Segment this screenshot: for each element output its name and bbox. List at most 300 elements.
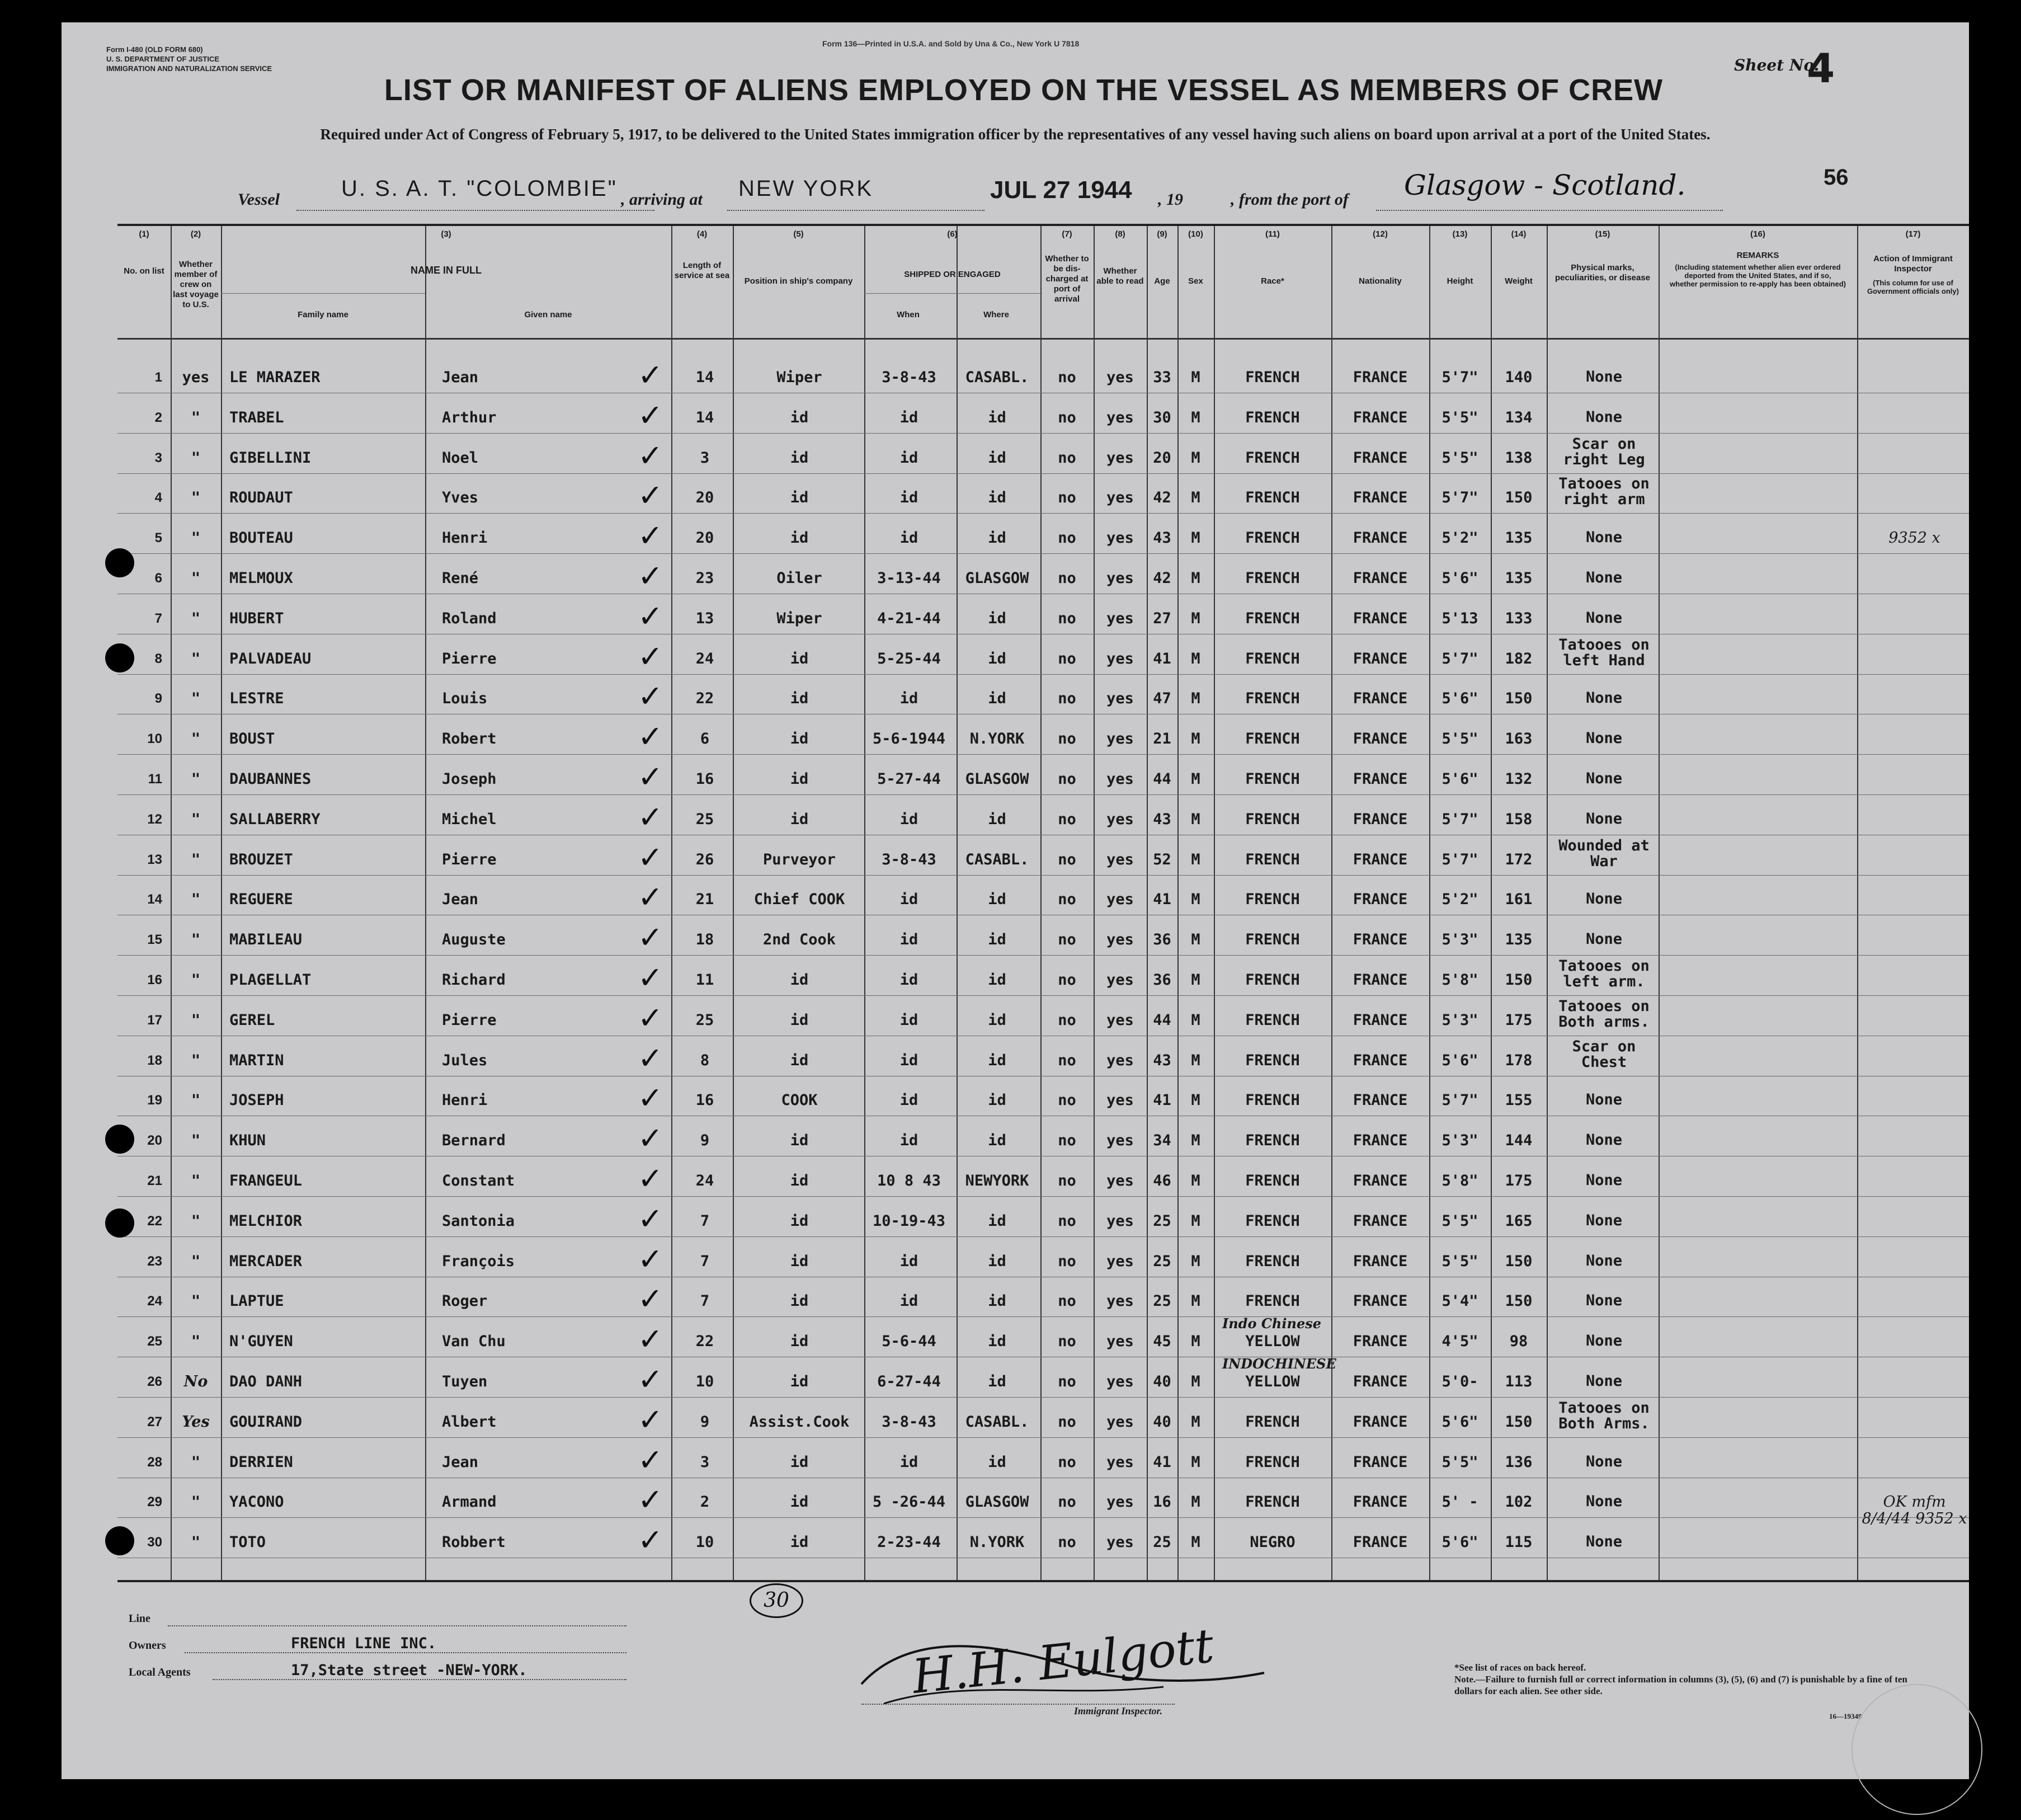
crew-race: FRENCH [1245, 369, 1300, 386]
crew-discharge: no [1058, 489, 1076, 507]
crew-height: 5'7" [1441, 489, 1478, 507]
crew-shipped-where: id [988, 609, 1006, 627]
table-row [117, 957, 1969, 1003]
crew-position: id [790, 1534, 809, 1551]
vessel-name: U. S. A. T. "COLOMBIE" [341, 176, 618, 201]
form-id [106, 45, 272, 73]
crew-given-name: Louis [442, 690, 488, 708]
crew-height: 5'5" [1441, 449, 1478, 467]
crew-no: 7 [154, 610, 162, 626]
crew-no: 11 [148, 772, 162, 787]
crew-given-name: Roger [442, 1292, 488, 1310]
crew-can-read: yes [1106, 690, 1134, 708]
crew-can-read: yes [1106, 730, 1134, 748]
crew-prev-voyage: " [191, 1252, 201, 1270]
crew-can-read: yes [1106, 369, 1134, 386]
crew-shipped-when: 5 -26-44 [872, 1493, 946, 1511]
crew-shipped-when: id [899, 449, 918, 467]
penalty-note: Note.—Failure to furnish full or correct information in columns (3), (5), (6) and (7) is punishable by a fine of ten dollars for each alien. See other side. [1454, 1674, 1907, 1696]
crew-family-name: TRABEL [229, 408, 284, 426]
crew-prev-voyage: " [191, 690, 201, 708]
crew-given-name: Jean [442, 1453, 479, 1471]
crew-weight: 182 [1505, 650, 1533, 667]
crew-can-read: yes [1106, 1413, 1134, 1431]
crew-prev-voyage: " [191, 770, 201, 788]
crew-height: 5'7" [1441, 810, 1478, 828]
printer-note: Form 136—Printed in U.S.A. and Sold by Una & Co., New York U 7818 [822, 39, 1080, 48]
crew-family-name: PLAGELLAT [229, 971, 312, 989]
table-row [117, 1522, 1969, 1565]
owners-label: Owners [129, 1639, 166, 1652]
inspector-signature: H.H. Eulgott [910, 1618, 1217, 1704]
crew-discharge: no [1058, 931, 1076, 949]
crew-position: Chief COOK [753, 891, 845, 909]
crew-shipped-where: id [988, 810, 1006, 828]
tally-check-icon: ✓ [638, 598, 663, 634]
crew-can-read: yes [1106, 971, 1134, 989]
crew-height: 5'6" [1441, 770, 1478, 788]
crew-age: 42 [1153, 570, 1171, 587]
row-rule [117, 513, 1969, 514]
crew-no: 23 [147, 1253, 162, 1269]
crew-prev-voyage: yes [182, 369, 210, 386]
tally-check-icon: ✓ [638, 920, 663, 956]
arrival-port: NEW YORK [738, 176, 874, 201]
crew-weight: 136 [1505, 1453, 1533, 1471]
crew-height: 5'5" [1441, 1453, 1478, 1471]
crew-prev-voyage: " [191, 609, 201, 627]
crew-service-length: 16 [695, 770, 714, 788]
crew-weight: 115 [1505, 1534, 1533, 1551]
crew-given-name: Jean [442, 369, 479, 386]
crew-nationality: FRANCE [1353, 730, 1408, 748]
tally-check-icon: ✓ [638, 759, 663, 794]
crew-shipped-when: id [899, 1132, 918, 1150]
tally-check-icon: ✓ [638, 1161, 663, 1196]
crew-shipped-where: id [988, 931, 1006, 949]
crew-given-name: Pierre [442, 1011, 497, 1029]
crew-family-name: GIBELLINI [229, 449, 312, 467]
crew-position: id [790, 529, 809, 547]
crew-age: 44 [1153, 1011, 1171, 1029]
table-row [117, 1161, 1969, 1203]
crew-no: 3 [154, 450, 162, 465]
crew-physical-marks: None [1585, 1332, 1623, 1350]
crew-no: 2 [154, 410, 162, 425]
crew-weight: 150 [1505, 971, 1533, 989]
crew-shipped-where: id [988, 1373, 1006, 1390]
crew-weight: 134 [1505, 408, 1533, 426]
col-head-discharge: Whether to be dis-charged at port of arrival [1045, 254, 1089, 304]
crew-family-name: PALVADEAU [229, 650, 312, 667]
crew-discharge: no [1058, 730, 1076, 748]
col-num: (5) [793, 229, 804, 239]
col-num: (11) [1265, 229, 1280, 239]
crew-service-length: 8 [700, 1051, 710, 1069]
crew-no: 27 [147, 1414, 162, 1429]
table-row [117, 1399, 1969, 1445]
crew-age: 44 [1153, 770, 1171, 788]
col-head-inspector-note: (This column for use of Government officials only) [1867, 279, 1959, 295]
crew-position: 2nd Cook [762, 931, 836, 949]
crew-can-read: yes [1106, 1051, 1134, 1069]
crew-weight: 158 [1505, 810, 1533, 828]
table-row [117, 397, 1969, 440]
crew-shipped-where: id [988, 891, 1006, 909]
crew-race: FRENCH [1245, 931, 1300, 949]
punch-hole [105, 548, 134, 577]
crew-nationality: FRANCE [1353, 449, 1408, 467]
crew-race: FRENCH [1245, 609, 1300, 627]
crew-discharge: no [1058, 850, 1076, 868]
crew-prev-voyage: " [191, 489, 201, 507]
crew-shipped-when: 6-27-44 [877, 1373, 941, 1390]
crew-given-name: Michel [442, 810, 497, 828]
tally-check-icon: ✓ [638, 558, 663, 594]
crew-sex: M [1191, 891, 1200, 909]
crew-age: 41 [1153, 650, 1171, 667]
col-num: (1) [139, 229, 149, 239]
crew-shipped-when: id [899, 1292, 918, 1310]
crew-weight: 178 [1505, 1051, 1533, 1069]
crew-weight: 132 [1505, 770, 1533, 788]
crew-inspector-action: 9352 x [1888, 529, 1940, 547]
table-row [117, 1123, 1969, 1163]
crew-prev-voyage: " [191, 408, 201, 426]
crew-shipped-when: id [899, 1092, 918, 1109]
crew-family-name: MELMOUX [229, 570, 293, 587]
crew-physical-marks: None [1585, 1493, 1623, 1511]
crew-shipped-when: id [899, 971, 918, 989]
crew-shipped-where: id [988, 529, 1006, 547]
crew-shipped-where: GLASGOW [965, 570, 1029, 587]
crew-family-name: GEREL [229, 1011, 275, 1029]
crew-discharge: no [1058, 1212, 1076, 1230]
crew-prev-voyage: Yes [182, 1413, 210, 1431]
col-num: (7) [1062, 229, 1072, 239]
crew-nationality: FRANCE [1353, 1011, 1408, 1029]
row-rule [117, 875, 1969, 876]
crew-service-length: 14 [695, 369, 714, 386]
tally-check-icon: ✓ [638, 1241, 663, 1277]
crew-position: id [790, 1051, 809, 1069]
tally-check-icon: ✓ [638, 1281, 663, 1317]
crew-no: 17 [147, 1012, 162, 1028]
crew-can-read: yes [1106, 770, 1134, 788]
crew-race: FRENCH [1245, 1292, 1300, 1310]
crew-race: FRENCH [1245, 1453, 1300, 1471]
crew-family-name: HUBERT [229, 609, 284, 627]
crew-physical-marks: None [1585, 810, 1623, 827]
crew-family-name: BROUZET [229, 850, 293, 868]
crew-service-length: 3 [700, 1453, 710, 1471]
crew-height: 5'7" [1441, 850, 1478, 868]
manifest-subtitle: Required under Act of Congress of February 5, 1917, to be delivered to the United States immigration officer by the representatives of any vessel having such aliens on board upon arrival at a port of the United States. [320, 126, 1711, 143]
crew-weight: 155 [1505, 1092, 1533, 1109]
crew-position: id [790, 690, 809, 708]
table-row [117, 1356, 1969, 1404]
crew-shipped-where: CASABL. [965, 1413, 1029, 1431]
crew-prev-voyage: " [191, 1292, 201, 1310]
crew-family-name: YACONO [229, 1493, 284, 1511]
col-head-position: Position in ship's company [744, 276, 853, 286]
tally-check-icon: ✓ [638, 358, 663, 393]
crew-sex: M [1191, 971, 1200, 989]
crew-age: 16 [1153, 1493, 1171, 1511]
sheet-number: 4 [1807, 45, 1835, 92]
crew-service-length: 18 [695, 931, 714, 949]
col-head-sex: Sex [1188, 276, 1203, 286]
crew-sex: M [1191, 1011, 1200, 1029]
crew-position: id [790, 1172, 809, 1189]
crew-age: 25 [1153, 1252, 1171, 1270]
crew-prev-voyage: " [191, 1493, 201, 1511]
crew-position: id [790, 1252, 809, 1270]
crew-age: 40 [1153, 1373, 1171, 1390]
crew-weight: 150 [1505, 690, 1533, 708]
crew-weight: 113 [1505, 1373, 1533, 1390]
table-row [117, 719, 1969, 761]
crew-age: 41 [1153, 891, 1171, 909]
crew-service-length: 10 [695, 1373, 714, 1390]
crew-shipped-where: id [988, 971, 1006, 989]
crew-service-length: 3 [700, 449, 710, 467]
crew-nationality: FRANCE [1353, 1292, 1408, 1310]
crew-can-read: yes [1106, 931, 1134, 949]
crew-height: 5'6" [1441, 1534, 1478, 1551]
crew-weight: 172 [1505, 850, 1533, 868]
crew-given-name: Henri [442, 1092, 488, 1109]
crew-no: 21 [147, 1173, 162, 1188]
col-head-race: Race* [1261, 276, 1284, 286]
crew-race: FRENCH [1245, 1011, 1300, 1029]
from-port-line [1376, 210, 1723, 211]
crew-race: FRENCH [1245, 570, 1300, 587]
crew-height: 5'5" [1441, 1252, 1478, 1270]
crew-age: 25 [1153, 1212, 1171, 1230]
crew-service-length: 22 [695, 690, 714, 708]
row-rule [117, 553, 1969, 554]
crew-can-read: yes [1106, 1011, 1134, 1029]
crew-nationality: FRANCE [1353, 1333, 1408, 1351]
col-num: (17) [1905, 229, 1921, 239]
crew-prev-voyage: " [191, 1333, 201, 1351]
crew-given-name: Jules [442, 1051, 488, 1069]
crew-given-name: Bernard [442, 1132, 506, 1150]
crew-discharge: no [1058, 449, 1076, 467]
crew-nationality: FRANCE [1353, 1092, 1408, 1109]
crew-shipped-where: N.YORK [969, 1534, 1025, 1551]
crew-shipped-where: id [988, 1051, 1006, 1069]
crew-weight: 161 [1505, 891, 1533, 909]
crew-physical-marks: None [1585, 930, 1623, 948]
crew-service-length: 10 [695, 1534, 714, 1551]
crew-weight: 133 [1505, 609, 1533, 627]
crew-age: 43 [1153, 810, 1171, 828]
crew-can-read: yes [1106, 1132, 1134, 1150]
crew-sex: M [1191, 570, 1200, 587]
crew-can-read: yes [1106, 1172, 1134, 1189]
crew-race: FRENCH [1245, 449, 1300, 467]
crew-no: 16 [147, 972, 162, 987]
crew-height: 5'7" [1441, 1092, 1478, 1109]
table-row [117, 997, 1969, 1043]
table-row [117, 518, 1969, 561]
crew-no: 8 [154, 651, 162, 666]
crew-position: id [790, 1132, 809, 1150]
crew-height: 5'2" [1441, 529, 1478, 547]
crew-can-read: yes [1106, 1333, 1134, 1351]
table-row [117, 1442, 1969, 1485]
crew-no: 10 [147, 731, 162, 747]
crew-age: 36 [1153, 971, 1171, 989]
crew-shipped-when: id [899, 1252, 918, 1270]
crew-discharge: no [1058, 570, 1076, 587]
arriving-label: , arriving at [621, 190, 703, 209]
crew-position: id [790, 730, 809, 748]
col-head-when: When [897, 310, 920, 319]
crew-age: 41 [1153, 1092, 1171, 1109]
crew-discharge: no [1058, 971, 1076, 989]
crew-service-length: 23 [695, 570, 714, 587]
crew-prev-voyage: " [191, 931, 201, 949]
crew-race: FRENCH [1245, 1212, 1300, 1230]
crew-prev-voyage: " [191, 570, 201, 587]
crew-given-name: Van Chu [442, 1333, 506, 1351]
crew-age: 43 [1153, 1051, 1171, 1069]
crew-shipped-where: GLASGOW [965, 1493, 1029, 1511]
crew-nationality: FRANCE [1353, 810, 1408, 828]
crew-sex: M [1191, 1051, 1200, 1069]
crew-family-name: DAUBANNES [229, 770, 312, 788]
crew-prev-voyage: " [191, 1453, 201, 1471]
crew-race: YELLOW [1245, 1333, 1300, 1351]
crew-no: 29 [147, 1494, 162, 1510]
crew-can-read: yes [1106, 1212, 1134, 1230]
crew-service-length: 2 [700, 1493, 710, 1511]
crew-prev-voyage: " [191, 1092, 201, 1109]
tally-check-icon: ✓ [638, 397, 663, 433]
row-rule [117, 995, 1969, 996]
crew-shipped-when: id [899, 931, 918, 949]
crew-race: FRENCH [1245, 730, 1300, 748]
tally-check-icon: ✓ [638, 880, 663, 915]
table-row [117, 1482, 1969, 1528]
crew-no: 12 [147, 811, 162, 827]
crew-physical-marks: Tatooes on Both arms. [1558, 997, 1650, 1031]
crew-family-name: GOUIRAND [229, 1413, 303, 1431]
crew-sex: M [1191, 1333, 1200, 1351]
crew-physical-marks: None [1585, 730, 1623, 747]
crew-sex: M [1191, 1373, 1200, 1390]
crew-given-name: Joseph [442, 770, 497, 788]
crew-discharge: no [1058, 650, 1076, 667]
crew-weight: 135 [1505, 529, 1533, 547]
crew-given-name: Henri [442, 529, 488, 547]
crew-height: 5'4" [1441, 1292, 1478, 1310]
crew-can-read: yes [1106, 810, 1134, 828]
crew-given-name: Constant [442, 1172, 515, 1189]
crew-nationality: FRANCE [1353, 489, 1408, 507]
crew-shipped-when: id [899, 1051, 918, 1069]
crew-nationality: FRANCE [1353, 529, 1408, 547]
tally-check-icon: ✓ [638, 478, 663, 514]
crew-position: id [790, 489, 809, 507]
crew-sex: M [1191, 1172, 1200, 1189]
crew-family-name: BOUST [229, 730, 275, 748]
crew-race: FRENCH [1245, 650, 1300, 667]
col-num: (4) [696, 229, 708, 239]
crew-discharge: no [1058, 1534, 1076, 1551]
col-head-inspector-action: Action of Immigrant Inspector [1873, 254, 1953, 274]
crew-position: id [790, 650, 809, 667]
crew-position: id [790, 1212, 809, 1230]
from-port-label: , from the port of [1231, 190, 1349, 209]
crew-height: 4'5" [1441, 1333, 1478, 1351]
agents-value: 17,State street -NEW-YORK. [291, 1662, 527, 1679]
crew-sex: M [1191, 489, 1200, 507]
tally-check-icon: ✓ [638, 679, 663, 714]
crew-height: 5'6" [1441, 1413, 1478, 1431]
crew-shipped-when: 5-27-44 [877, 770, 941, 788]
punch-hole [105, 1125, 134, 1154]
col-head-service: Length of service at sea [674, 261, 730, 280]
row-rule [117, 674, 1969, 675]
crew-no: 22 [147, 1213, 162, 1229]
crew-height: 5'7" [1441, 369, 1478, 386]
manifest-sheet [62, 22, 1969, 1779]
crew-sex: M [1191, 1132, 1200, 1150]
crew-can-read: yes [1106, 449, 1134, 467]
col-num: (13) [1452, 229, 1468, 239]
crew-service-length: 24 [695, 1172, 714, 1189]
crew-race: FRENCH [1245, 891, 1300, 909]
crew-can-read: yes [1106, 489, 1134, 507]
crew-race: FRENCH [1245, 810, 1300, 828]
crew-family-name: MARTIN [229, 1051, 284, 1069]
crew-family-name: FRANGEUL [229, 1172, 303, 1189]
crew-service-length: 7 [700, 1212, 710, 1230]
crew-sex: M [1191, 1092, 1200, 1109]
sheet-label: Sheet No. [1734, 56, 1820, 74]
col-num: (12) [1373, 229, 1388, 239]
crew-shipped-when: 5-25-44 [877, 650, 941, 667]
crew-physical-marks: None [1585, 1091, 1623, 1109]
crew-shipped-when: 10-19-43 [872, 1212, 946, 1230]
crew-age: 52 [1153, 850, 1171, 868]
form-id-line: U. S. DEPARTMENT OF JUSTICE [106, 55, 219, 63]
crew-shipped-where: id [988, 1011, 1006, 1029]
crew-race: FRENCH [1245, 1252, 1300, 1270]
crew-physical-marks: None [1585, 689, 1623, 707]
crew-sex: M [1191, 650, 1200, 667]
punch-hole [105, 643, 134, 672]
crew-prev-voyage: " [191, 1212, 201, 1230]
crew-sex: M [1191, 850, 1200, 868]
crew-nationality: FRANCE [1353, 1172, 1408, 1189]
crew-discharge: no [1058, 1051, 1076, 1069]
crew-physical-marks: None [1585, 770, 1623, 787]
crew-sex: M [1191, 1212, 1200, 1230]
col-head-age: Age [1154, 276, 1170, 286]
crew-physical-marks: None [1585, 529, 1623, 547]
crew-physical-marks: None [1585, 1211, 1623, 1229]
row-rule [117, 1437, 1969, 1438]
crew-height: 5'5" [1441, 1212, 1478, 1230]
crew-discharge: no [1058, 1011, 1076, 1029]
crew-shipped-when: id [899, 810, 918, 828]
table-row [117, 759, 1969, 802]
